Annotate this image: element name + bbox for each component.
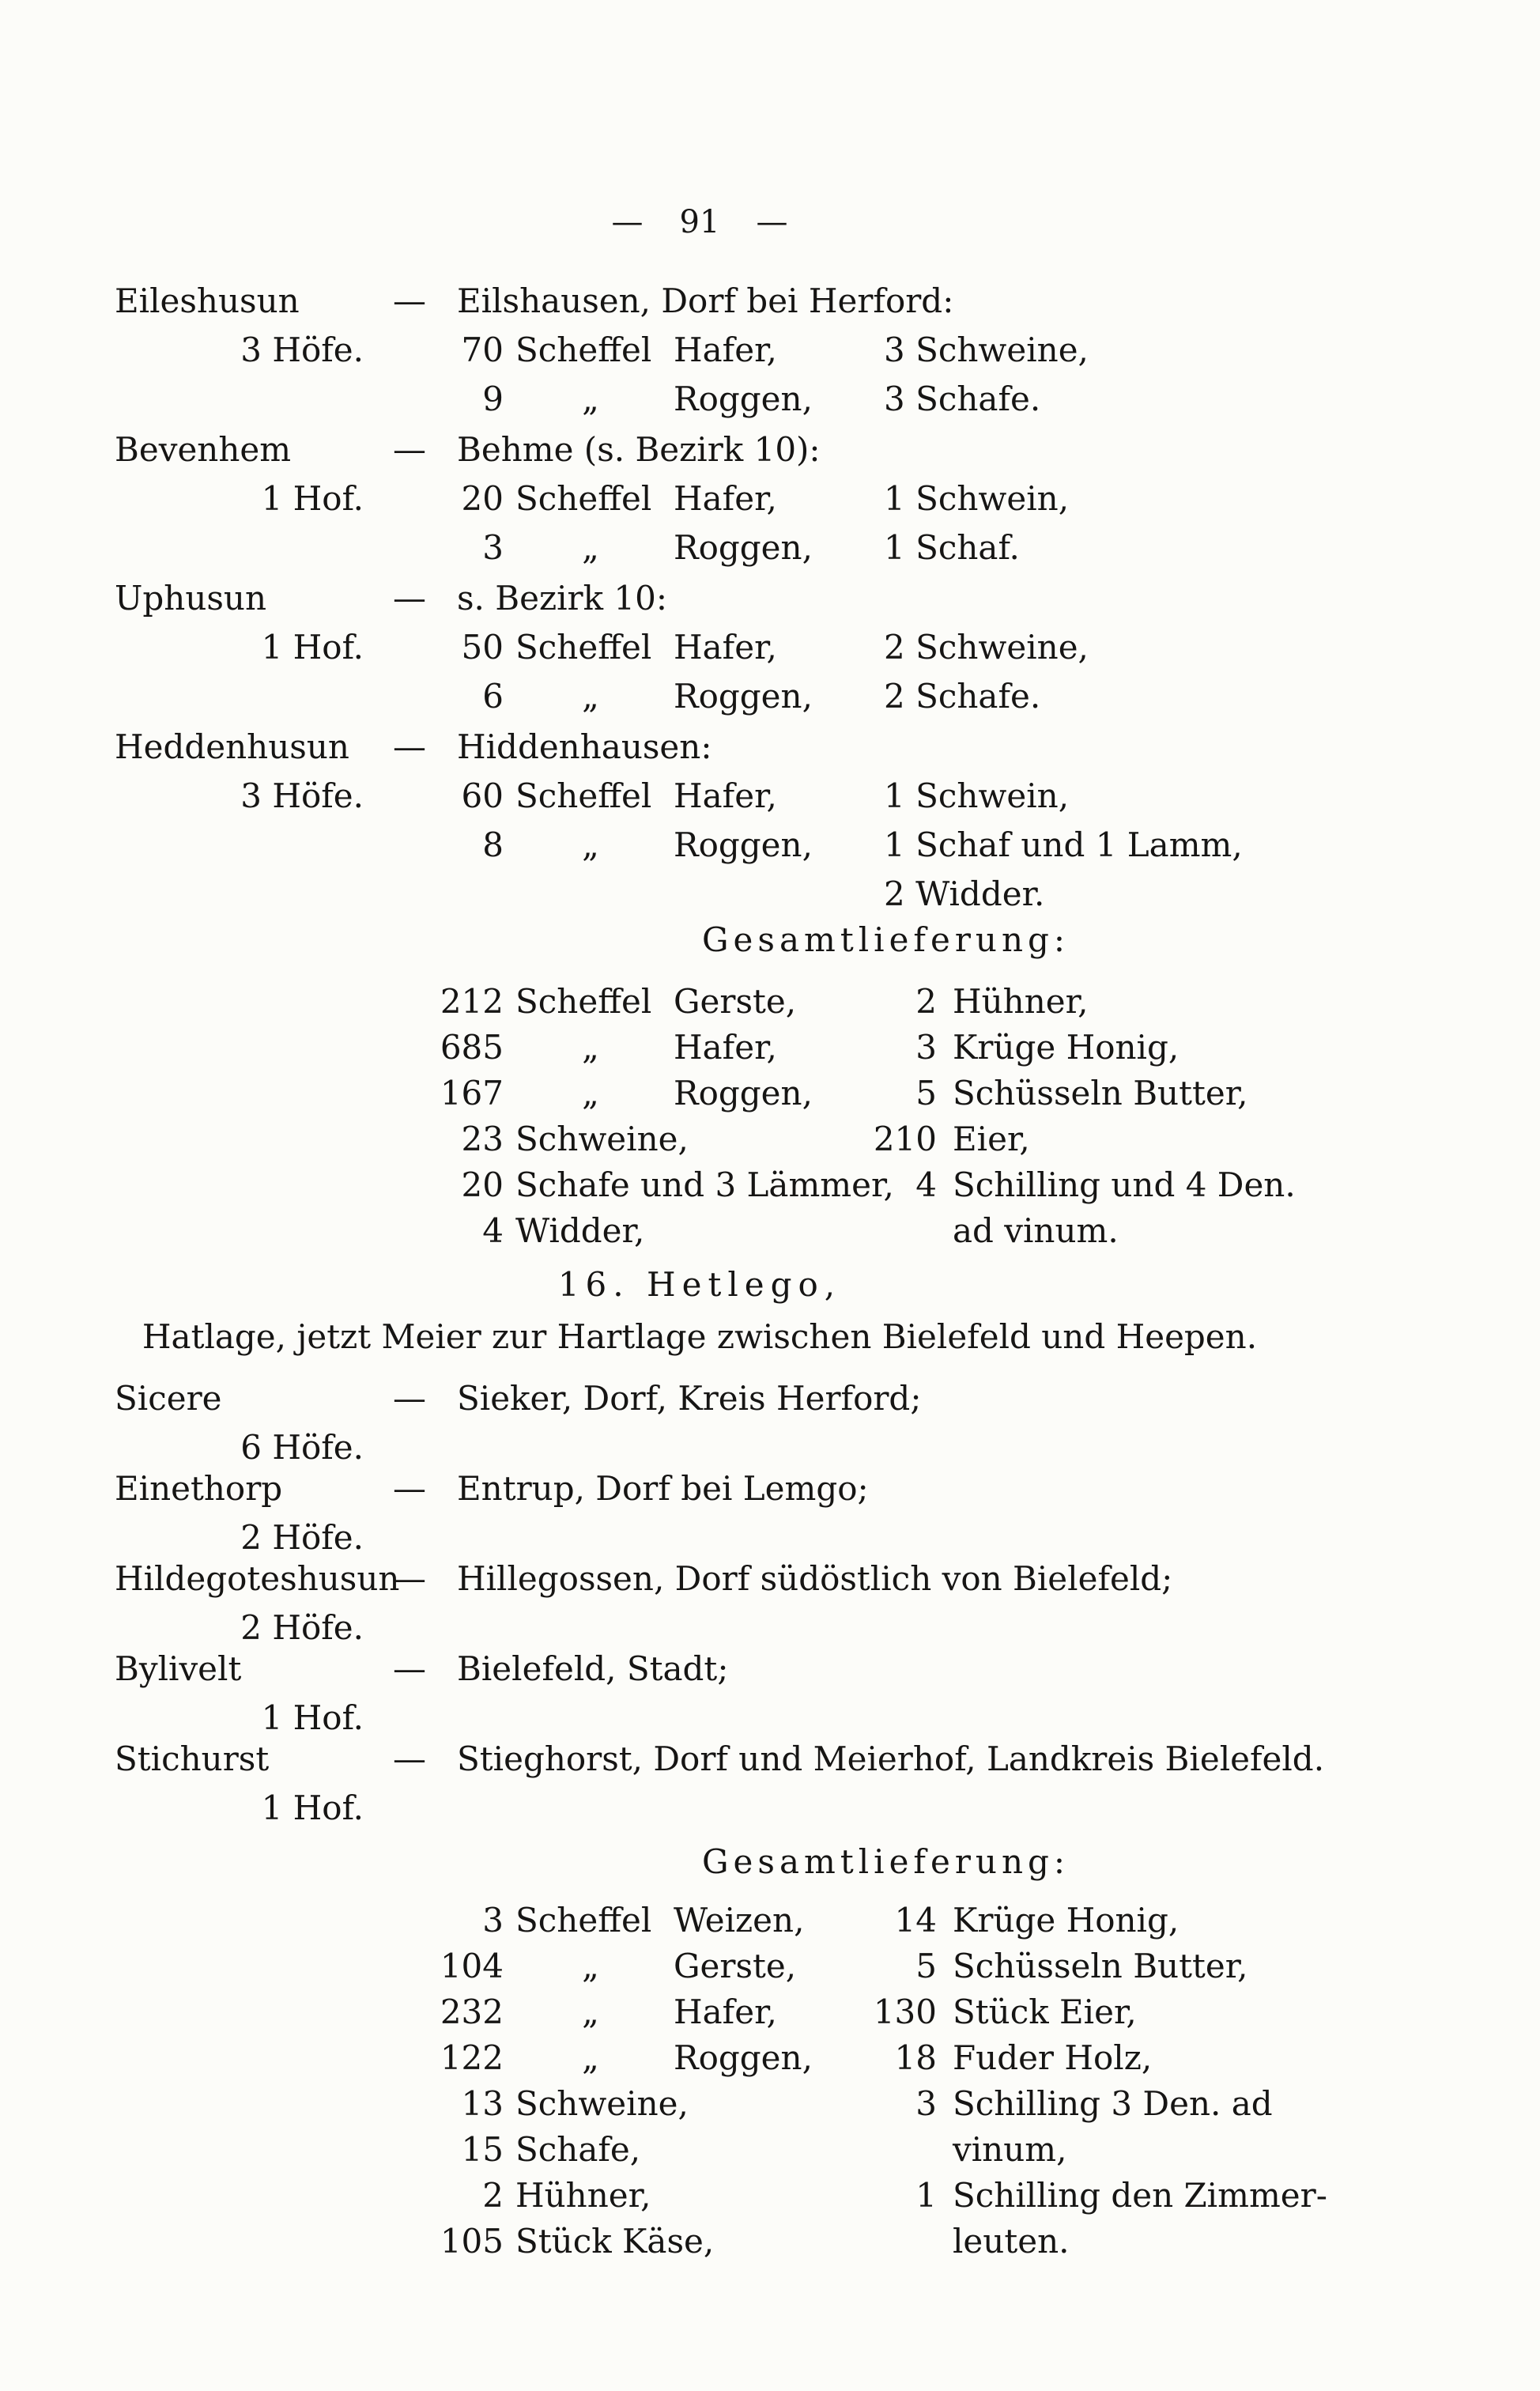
entry-place: Behme (s. Bezirk 10): xyxy=(457,430,821,469)
totals-qty: 23 xyxy=(461,1120,504,1158)
delivery-qty: 6 xyxy=(482,677,504,716)
totals-right-text: Schüsseln Butter, xyxy=(953,1947,1248,1985)
totals-right-qty: 130 xyxy=(873,1992,937,2031)
totals-right-text: Fuder Holz, xyxy=(953,2038,1153,2077)
totals-right-qty: 5 xyxy=(915,1074,937,1112)
entry-place: Bielefeld, Stadt; xyxy=(457,1649,729,1688)
animal-line: 1 Schaf. xyxy=(884,528,1020,567)
totals-qty: 20 xyxy=(461,1165,504,1204)
totals-ditto-mark: „ xyxy=(582,1074,599,1112)
delivery-qty: 8 xyxy=(482,825,504,864)
totals-item: Roggen, xyxy=(674,1074,813,1112)
delivery-unit: Scheffel xyxy=(515,628,652,667)
entry-place: Eilshausen, Dorf bei Herford: xyxy=(457,281,954,320)
entry-hof-count: 1 Hof. xyxy=(261,1698,364,1737)
totals-right-text: Krüge Honig, xyxy=(953,1028,1180,1067)
totals-right-text: Schilling 3 Den. ad xyxy=(953,2084,1273,2123)
totals-heading: Gesamtlieferung: xyxy=(702,1842,1070,1881)
totals-right-text: Hühner, xyxy=(953,982,1089,1021)
entry-place: Sieker, Dorf, Kreis Herford; xyxy=(457,1379,922,1418)
totals-ditto-mark: „ xyxy=(582,1947,599,1985)
section-number-heading: 16. Hetlego, xyxy=(557,1265,842,1304)
totals-unit: Schafe und 3 Lämmer, xyxy=(515,1165,894,1204)
entry-hof-count: 1 Hof. xyxy=(261,1789,364,1827)
entry-hof-count: 6 Höfe. xyxy=(240,1428,364,1467)
totals-item: Gerste, xyxy=(674,1947,797,1985)
delivery-ditto-mark: „ xyxy=(582,528,599,567)
delivery-item: Roggen, xyxy=(674,528,813,567)
entry-divider-dash: — xyxy=(393,430,426,469)
totals-item: Roggen, xyxy=(674,2038,813,2077)
totals-unit: Stück Käse, xyxy=(515,2222,715,2261)
totals-unit: Hühner, xyxy=(515,2176,651,2215)
entry-old-name: Eileshusun xyxy=(115,281,300,320)
totals-qty: 122 xyxy=(440,2038,504,2077)
delivery-qty: 9 xyxy=(482,380,504,418)
totals-qty: 4 xyxy=(482,1211,504,1250)
totals-unit: Widder, xyxy=(515,1211,645,1250)
totals-unit: Schweine, xyxy=(515,2084,689,2123)
entry-place: Entrup, Dorf bei Lemgo; xyxy=(457,1469,869,1508)
totals-right-qty: 4 xyxy=(915,1165,937,1204)
totals-qty: 2 xyxy=(482,2176,504,2215)
totals-unit: Scheffel xyxy=(515,1901,652,1940)
page-number-dash-right: — xyxy=(756,204,788,240)
entry-old-name: Stichurst xyxy=(115,1739,270,1778)
totals-right-qty: 3 xyxy=(915,1028,937,1067)
totals-right-text: ad vinum. xyxy=(953,1211,1119,1250)
animal-line: 1 Schwein, xyxy=(884,479,1070,518)
delivery-item: Roggen, xyxy=(674,380,813,418)
totals-qty: 104 xyxy=(440,1947,504,1985)
totals-unit: Schweine, xyxy=(515,1120,689,1158)
entry-old-name: Sicere xyxy=(115,1379,222,1418)
totals-right-qty: 3 xyxy=(915,2084,937,2123)
delivery-unit: Scheffel xyxy=(515,776,652,815)
totals-ditto-mark: „ xyxy=(582,1028,599,1067)
delivery-item: Hafer, xyxy=(674,776,777,815)
delivery-qty: 60 xyxy=(461,776,504,815)
delivery-item: Roggen, xyxy=(674,677,813,716)
entry-divider-dash: — xyxy=(393,281,426,320)
delivery-unit: Scheffel xyxy=(515,331,652,369)
entry-divider-dash: — xyxy=(393,1649,426,1688)
entry-divider-dash: — xyxy=(393,1379,426,1418)
delivery-item: Hafer, xyxy=(674,331,777,369)
totals-qty: 3 xyxy=(482,1901,504,1940)
delivery-qty: 20 xyxy=(461,479,504,518)
totals-qty: 13 xyxy=(461,2084,504,2123)
entry-divider-dash: — xyxy=(393,1559,426,1598)
totals-item: Gerste, xyxy=(674,982,797,1021)
delivery-qty: 50 xyxy=(461,628,504,667)
entry-hof-count: 1 Hof. xyxy=(261,628,364,667)
totals-right-text: Eier, xyxy=(953,1120,1030,1158)
animal-line: 2 Schafe. xyxy=(884,677,1041,716)
delivery-item: Hafer, xyxy=(674,479,777,518)
delivery-qty: 70 xyxy=(461,331,504,369)
totals-right-text: Stück Eier, xyxy=(953,1992,1137,2031)
totals-qty: 105 xyxy=(440,2222,504,2261)
animal-line: 1 Schaf und 1 Lamm, xyxy=(884,825,1243,864)
page-number-dash-left: — xyxy=(611,204,644,240)
totals-ditto-mark: „ xyxy=(582,1992,599,2031)
totals-qty: 167 xyxy=(440,1074,504,1112)
animal-line: 3 Schweine, xyxy=(884,331,1089,369)
delivery-item: Roggen, xyxy=(674,825,813,864)
animal-line: 2 Schweine, xyxy=(884,628,1089,667)
totals-qty: 212 xyxy=(440,982,504,1021)
totals-item: Weizen, xyxy=(674,1901,805,1940)
totals-qty: 15 xyxy=(461,2130,504,2169)
totals-right-qty: 2 xyxy=(915,982,937,1021)
totals-item: Hafer, xyxy=(674,1992,777,2031)
totals-unit: Schafe, xyxy=(515,2130,641,2169)
animal-line: 3 Schafe. xyxy=(884,380,1041,418)
delivery-ditto-mark: „ xyxy=(582,380,599,418)
totals-item: Hafer, xyxy=(674,1028,777,1067)
entry-place: Stieghorst, Dorf und Meierhof, Landkreis Bielefeld. xyxy=(457,1739,1325,1778)
entry-old-name: Hildegoteshusun xyxy=(115,1559,400,1598)
entry-old-name: Heddenhusun xyxy=(115,727,349,766)
delivery-qty: 3 xyxy=(482,528,504,567)
totals-right-text: leuten. xyxy=(953,2222,1070,2261)
totals-qty: 232 xyxy=(440,1992,504,2031)
entry-old-name: Einethorp xyxy=(115,1469,283,1508)
entry-divider-dash: — xyxy=(393,1739,426,1778)
totals-right-qty: 210 xyxy=(873,1120,937,1158)
entry-divider-dash: — xyxy=(393,727,426,766)
delivery-item: Hafer, xyxy=(674,628,777,667)
delivery-ditto-mark: „ xyxy=(582,677,599,716)
totals-right-text: Schilling und 4 Den. xyxy=(953,1165,1296,1204)
entry-old-name: Bevenhem xyxy=(115,430,292,469)
totals-qty: 685 xyxy=(440,1028,504,1067)
entry-hof-count: 2 Höfe. xyxy=(240,1608,364,1647)
entry-place: s. Bezirk 10: xyxy=(457,579,668,618)
entry-place: Hiddenhausen: xyxy=(457,727,712,766)
totals-unit: Scheffel xyxy=(515,982,652,1021)
totals-right-text: Krüge Honig, xyxy=(953,1901,1180,1940)
totals-right-text: Schüsseln Butter, xyxy=(953,1074,1248,1112)
entry-hof-count: 1 Hof. xyxy=(261,479,364,518)
delivery-unit: Scheffel xyxy=(515,479,652,518)
entry-place: Hillegossen, Dorf südöstlich von Bielefeld; xyxy=(457,1559,1173,1598)
section-subtitle: Hatlage, jetzt Meier zur Hartlage zwischen Bielefeld und Heepen. xyxy=(142,1317,1258,1356)
totals-heading: Gesamtlieferung: xyxy=(702,920,1070,959)
delivery-ditto-mark: „ xyxy=(582,825,599,864)
totals-right-text: Schilling den Zimmer- xyxy=(953,2176,1327,2215)
totals-right-text: vinum, xyxy=(953,2130,1067,2169)
totals-right-qty: 18 xyxy=(894,2038,937,2077)
totals-ditto-mark: „ xyxy=(582,2038,599,2077)
animal-line: 1 Schwein, xyxy=(884,776,1070,815)
entry-hof-count: 3 Höfe. xyxy=(240,776,364,815)
entry-hof-count: 2 Höfe. xyxy=(240,1518,364,1557)
totals-right-qty: 14 xyxy=(894,1901,937,1940)
entry-divider-dash: — xyxy=(393,579,426,618)
totals-right-qty: 5 xyxy=(915,1947,937,1985)
entry-divider-dash: — xyxy=(393,1469,426,1508)
animal-line: 2 Widder. xyxy=(884,874,1045,913)
page-header xyxy=(111,202,1289,242)
totals-right-qty: 1 xyxy=(915,2176,937,2215)
entry-hof-count: 3 Höfe. xyxy=(240,331,364,369)
entry-old-name: Uphusun xyxy=(115,579,267,618)
entry-old-name: Bylivelt xyxy=(115,1649,242,1688)
page-number: 91 xyxy=(679,204,720,240)
